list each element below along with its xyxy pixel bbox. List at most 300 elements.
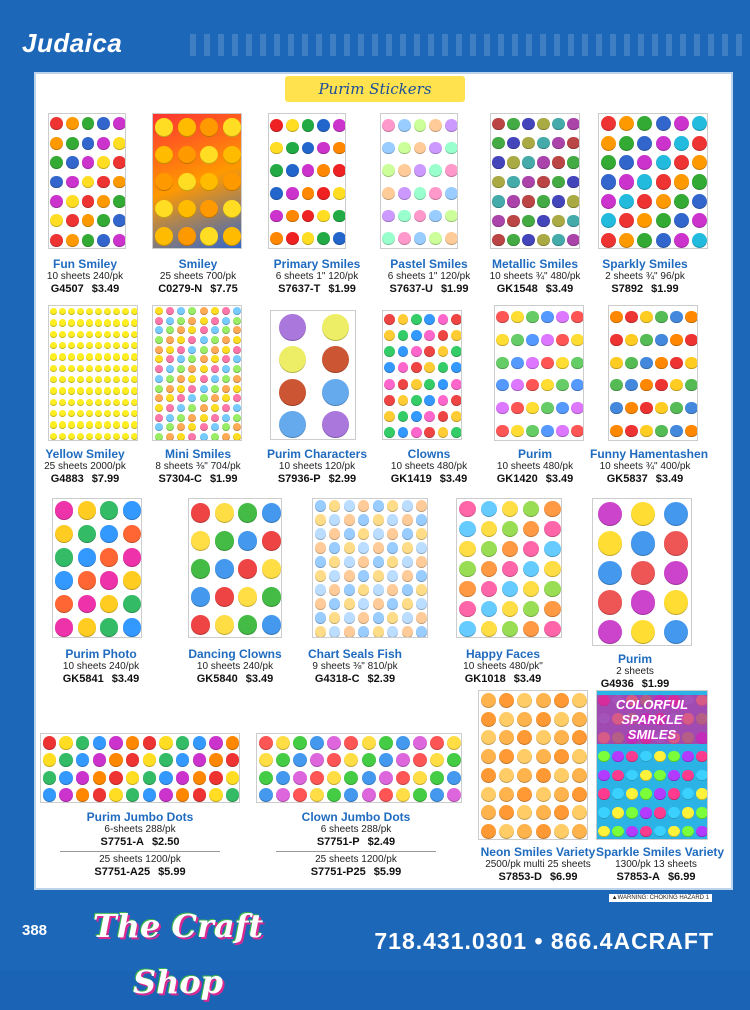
product-item[interactable]	[596, 843, 725, 884]
product-name: Yellow Smiley	[45, 447, 125, 461]
sticker-dot	[223, 227, 241, 245]
sticker-dot	[544, 581, 560, 597]
sticker-dot	[429, 232, 442, 245]
sticker-dot	[344, 500, 355, 511]
sticker-dot	[619, 233, 634, 248]
sticker-dot	[674, 213, 689, 228]
sticker-dot	[131, 387, 138, 394]
sticker-dot	[637, 174, 652, 189]
product-item[interactable]	[46, 645, 156, 686]
sticker-dot	[270, 142, 283, 155]
sticker-dot	[109, 771, 123, 785]
sticker-dot	[95, 342, 102, 349]
product-name: Dancing Clowns	[188, 647, 282, 661]
sticker-dot	[177, 326, 185, 334]
sticker-dot	[329, 542, 340, 553]
product-price: $1.99	[651, 283, 679, 295]
sticker-dot	[655, 379, 667, 391]
sticker-dot	[625, 425, 637, 437]
product-price: $7.99	[91, 473, 120, 485]
sticker-dot	[601, 174, 616, 189]
sticker-dot	[95, 308, 102, 315]
sticker-dot	[68, 399, 75, 406]
product-item[interactable]	[374, 445, 484, 486]
sticker-dot	[481, 712, 496, 727]
sticker-dot	[302, 142, 315, 155]
sticker-dot	[430, 788, 444, 802]
sticker-dot	[481, 541, 497, 557]
sticker-dot	[382, 232, 395, 245]
sticker-dot	[554, 787, 569, 802]
sticker-dot	[541, 379, 553, 391]
sticker-dot	[556, 311, 568, 323]
product-image	[380, 113, 458, 249]
product-item[interactable]	[580, 650, 690, 691]
sticker-dot	[77, 365, 84, 372]
sticker-dot	[481, 581, 497, 597]
sticker-dot	[50, 308, 57, 315]
sticker-dot	[598, 788, 609, 799]
sticker-dot	[215, 587, 234, 606]
sticker-dot	[222, 326, 230, 334]
sticker-dot	[178, 173, 196, 191]
sticker-dot	[402, 500, 413, 511]
sticker-dot	[86, 308, 93, 315]
sticker-dot	[451, 362, 462, 373]
sticker-dot	[211, 365, 219, 373]
sticker-dot	[373, 556, 384, 567]
sticker-dot	[86, 433, 93, 440]
sticker-dot	[104, 410, 111, 417]
sticker-dot	[279, 346, 306, 373]
product-price: $6.99	[667, 871, 696, 883]
product-item[interactable]	[480, 255, 590, 296]
sticker-dot	[619, 213, 634, 228]
product-item[interactable]	[30, 445, 140, 486]
sticker-dot	[68, 421, 75, 428]
sticker-dot	[625, 357, 637, 369]
sticker-dot	[572, 768, 587, 783]
product-name: Funny Hamentashen	[590, 447, 709, 461]
product-item[interactable]	[480, 445, 590, 486]
sticker-dot	[625, 311, 637, 323]
product-image	[494, 305, 584, 441]
sticker-dot	[59, 736, 73, 750]
sticker-dot	[155, 326, 163, 334]
sticker-dot	[223, 118, 241, 136]
sticker-dot	[200, 326, 208, 334]
sticker-dot	[459, 501, 475, 517]
product-description: 6 sheets 1" 120/pk	[387, 271, 471, 282]
sticker-dot	[554, 712, 569, 727]
sticker-dot	[66, 117, 79, 130]
sticker-dot	[523, 541, 539, 557]
sticker-dot	[43, 771, 57, 785]
sticker-dot	[131, 308, 138, 315]
product-description: 1300/pk 13 sheets	[615, 859, 697, 870]
sticker-dot	[414, 142, 427, 155]
sticker-dot	[492, 118, 504, 130]
sticker-dot	[664, 561, 688, 585]
sticker-dot	[59, 319, 66, 326]
sticker-dot	[159, 771, 173, 785]
sticker-dot	[211, 394, 219, 402]
sticker-dot	[286, 119, 299, 132]
sticker-dot	[507, 176, 519, 188]
sticker-dot	[544, 601, 560, 617]
sticker-dot	[640, 751, 651, 762]
product-item[interactable]	[143, 255, 253, 296]
sticker-dot	[211, 336, 219, 344]
sticker-dot	[166, 394, 174, 402]
sticker-dot	[502, 541, 518, 557]
sticker-dot	[656, 116, 671, 131]
product-item[interactable]	[262, 255, 372, 296]
sticker-dot	[459, 581, 475, 597]
sticker-dot	[499, 730, 514, 745]
sticker-dot	[517, 787, 532, 802]
choking-warning: ▲WARNING: CHOKING HAZARD 1	[609, 894, 712, 902]
sticker-dot	[68, 410, 75, 417]
sticker-dot	[55, 525, 73, 543]
sticker-dot	[226, 753, 240, 767]
sticker-dot	[200, 173, 218, 191]
sticker-dot	[674, 155, 689, 170]
product-name: Smiley	[178, 257, 218, 271]
sticker-dot	[438, 362, 449, 373]
sticker-dot	[82, 156, 95, 169]
sticker-dot	[143, 736, 157, 750]
sticker-dot	[97, 195, 110, 208]
sticker-dot	[123, 525, 141, 543]
sticker-dot	[155, 355, 163, 363]
sticker-dot	[59, 788, 73, 802]
sticker-dot	[682, 788, 693, 799]
sticker-dot	[113, 399, 120, 406]
sticker-dot	[262, 615, 281, 634]
sticker-dot	[556, 425, 568, 437]
product-description: 6 sheets 1" 120/pk	[275, 271, 359, 282]
sticker-dot	[655, 402, 667, 414]
sticker-dot	[447, 753, 461, 767]
sticker-dot	[387, 626, 398, 637]
sticker-dot	[178, 200, 196, 218]
sticker-dot	[211, 423, 219, 431]
sticker-dot	[610, 402, 622, 414]
sticker-dot	[327, 771, 341, 785]
sticker-dot	[104, 433, 111, 440]
sticker-dot	[429, 164, 442, 177]
sticker-dot	[177, 423, 185, 431]
product-description: 10 sheets 480/pk"	[463, 661, 543, 672]
sticker-dot	[329, 598, 340, 609]
sticker-dot	[445, 142, 458, 155]
sticker-dot	[55, 571, 73, 589]
sticker-dot	[413, 771, 427, 785]
product-code-bulk: S7751-P25 $5.99	[310, 866, 402, 878]
sticker-dot	[50, 365, 57, 372]
sticker-dot	[109, 736, 123, 750]
product-description: 25 sheets 700/pk	[159, 271, 237, 282]
sticker-dot	[438, 379, 449, 390]
sticker-dot	[78, 571, 96, 589]
product-item[interactable]	[143, 445, 253, 486]
product-item[interactable]	[40, 808, 240, 879]
sticker-dot	[344, 771, 358, 785]
sticker-dot	[567, 195, 579, 207]
product-image	[152, 113, 242, 249]
sticker-dot	[499, 805, 514, 820]
sticker-dot	[68, 365, 75, 372]
sticker-dot	[222, 404, 230, 412]
product-price: $7.75	[210, 283, 238, 295]
sticker-dot	[166, 355, 174, 363]
sticker-dot	[215, 503, 234, 522]
sticker-dot	[511, 402, 523, 414]
sticker-dot	[233, 355, 241, 363]
product-price-bulk: $5.99	[158, 866, 186, 878]
product-description: 6 sheets 288/pk	[320, 824, 392, 835]
sticker-dot	[556, 379, 568, 391]
sticker-dot	[626, 807, 637, 818]
sticker-dot	[222, 317, 230, 325]
sticker-dot	[222, 375, 230, 383]
product-image	[608, 305, 698, 441]
sticker-dot	[459, 621, 475, 637]
product-item[interactable]	[448, 645, 558, 686]
sticker-dot	[398, 232, 411, 245]
sticker-dot	[122, 376, 129, 383]
sticker-dot	[610, 379, 622, 391]
sticker-dot	[414, 164, 427, 177]
sticker-dot	[640, 357, 652, 369]
sticker-dot	[626, 770, 637, 781]
sticker-dot	[384, 362, 395, 373]
sticker-dot	[668, 751, 679, 762]
sticker-dot	[598, 770, 609, 781]
sticker-dot	[315, 612, 326, 623]
sticker-dot	[398, 142, 411, 155]
sticker-dot	[104, 399, 111, 406]
sticker-dot	[526, 334, 538, 346]
sticker-dot	[188, 404, 196, 412]
product-price: $3.49	[245, 673, 274, 685]
sticker-dot	[59, 410, 66, 417]
sticker-dot	[131, 433, 138, 440]
sticker-dot	[692, 155, 707, 170]
sticker-dot	[222, 307, 230, 315]
sticker-dot	[537, 195, 549, 207]
sticker-dot	[668, 807, 679, 818]
sticker-dot	[50, 331, 57, 338]
sticker-dot	[166, 414, 174, 422]
sticker-dot	[188, 326, 196, 334]
sticker-dot	[226, 771, 240, 785]
sticker-dot	[507, 234, 519, 246]
sticker-dot	[166, 375, 174, 383]
sticker-dot	[123, 595, 141, 613]
sticker-dot	[685, 311, 697, 323]
product-code: S7853-A $6.99	[616, 871, 696, 883]
sticker-dot	[329, 626, 340, 637]
sticker-dot	[155, 365, 163, 373]
sticker-dot	[507, 195, 519, 207]
product-item[interactable]	[374, 255, 484, 296]
product-description: 10 sheets 480/pk	[496, 461, 574, 472]
sticker-dot	[43, 753, 57, 767]
sticker-dot	[398, 411, 409, 422]
sticker-dot	[113, 176, 126, 189]
sticker-dot	[685, 334, 697, 346]
product-item[interactable]	[590, 255, 700, 296]
product-image	[48, 113, 126, 249]
sticker-dot	[416, 584, 427, 595]
product-code: S7751-P $2.49	[316, 836, 396, 848]
sticker-dot	[398, 395, 409, 406]
sticker-dot	[270, 187, 283, 200]
sticker-dot	[344, 584, 355, 595]
sticker-dot	[233, 404, 241, 412]
sticker-dot	[104, 376, 111, 383]
sticker-dot	[384, 411, 395, 422]
sticker-dot	[211, 433, 219, 441]
sticker-dot	[424, 330, 435, 341]
sticker-dot	[572, 824, 587, 839]
sticker-dot	[310, 788, 324, 802]
sticker-dot	[191, 615, 210, 634]
sticker-dot	[481, 749, 496, 764]
sticker-dot	[78, 501, 96, 519]
sticker-dot	[50, 176, 63, 189]
sticker-dot	[387, 500, 398, 511]
sticker-dot	[188, 423, 196, 431]
sticker-dot	[226, 736, 240, 750]
sticker-dot	[126, 771, 140, 785]
sticker-dot	[481, 693, 496, 708]
sticker-dot	[398, 119, 411, 132]
sticker-dot	[131, 421, 138, 428]
sticker-dot	[387, 556, 398, 567]
sticker-dot	[211, 346, 219, 354]
sticker-dot	[387, 598, 398, 609]
sticker-dot	[50, 387, 57, 394]
product-item[interactable]	[300, 645, 410, 686]
product-image	[478, 690, 588, 840]
sticker-dot	[200, 394, 208, 402]
product-description: 25 sheets 2000/pk	[44, 461, 126, 472]
sticker-dot	[536, 768, 551, 783]
sticker-dot	[302, 187, 315, 200]
product-description-bulk: 25 sheets 1200/pk	[99, 854, 181, 865]
sticker-dot	[572, 787, 587, 802]
sticker-dot	[696, 788, 707, 799]
sticker-dot	[317, 232, 330, 245]
sticker-dot	[310, 753, 324, 767]
sticker-dot	[402, 584, 413, 595]
sticker-dot	[655, 334, 667, 346]
sticker-dot	[344, 542, 355, 553]
sticker-dot	[200, 307, 208, 315]
sticker-dot	[544, 541, 560, 557]
product-description: 10 sheets ¾" 480/pk	[489, 271, 581, 282]
sticker-dot	[333, 232, 346, 245]
sticker-dot	[526, 425, 538, 437]
sticker-dot	[674, 136, 689, 151]
sticker-dot	[104, 365, 111, 372]
sticker-dot	[447, 771, 461, 785]
sticker-dot	[496, 402, 508, 414]
sticker-dot	[382, 142, 395, 155]
sticker-dot	[223, 200, 241, 218]
sticker-dot	[193, 788, 207, 802]
product-image	[596, 690, 708, 840]
sticker-dot	[211, 355, 219, 363]
sticker-dot	[668, 770, 679, 781]
product-item[interactable]	[262, 445, 372, 486]
sticker-dot	[670, 357, 682, 369]
sticker-dot	[66, 156, 79, 169]
sticker-dot	[66, 234, 79, 247]
sticker-dot	[109, 788, 123, 802]
sticker-dot	[333, 142, 346, 155]
sticker-dot	[459, 541, 475, 557]
sticker-dot	[567, 215, 579, 227]
sticker-dot	[77, 421, 84, 428]
product-item[interactable]	[590, 445, 709, 486]
sticker-dot	[302, 232, 315, 245]
sticker-dot	[222, 365, 230, 373]
sticker-dot	[123, 548, 141, 566]
sticker-dot	[685, 357, 697, 369]
sticker-dot	[104, 331, 111, 338]
sticker-dot	[554, 768, 569, 783]
product-item[interactable]	[478, 843, 598, 884]
product-item[interactable]	[256, 808, 456, 879]
sticker-dot	[387, 612, 398, 623]
sticker-dot	[86, 353, 93, 360]
sticker-dot	[276, 736, 290, 750]
sticker-dot	[50, 137, 63, 150]
product-item[interactable]	[180, 645, 290, 686]
sticker-dot	[131, 410, 138, 417]
sticker-dot	[193, 736, 207, 750]
sticker-dot	[95, 353, 102, 360]
sticker-dot	[322, 314, 349, 341]
product-price: $1.99	[440, 283, 469, 295]
product-item[interactable]	[30, 255, 140, 296]
sticker-dot	[222, 336, 230, 344]
sticker-dot	[536, 712, 551, 727]
sticker-dot	[451, 411, 462, 422]
sticker-dot	[481, 501, 497, 517]
sticker-dot	[93, 788, 107, 802]
product-price: $3.49	[545, 473, 574, 485]
sticker-dot	[155, 385, 163, 393]
sticker-dot	[188, 336, 196, 344]
product-code: G4936 $1.99	[600, 678, 670, 690]
sticker-dot	[674, 174, 689, 189]
sticker-dot	[344, 514, 355, 525]
sticker-dot	[166, 326, 174, 334]
sticker-dot	[166, 365, 174, 373]
sticker-dot	[382, 164, 395, 177]
sticker-dot	[86, 319, 93, 326]
sticker-dot	[68, 353, 75, 360]
sticker-dot	[396, 753, 410, 767]
sticker-dot	[82, 176, 95, 189]
sticker-dot	[270, 119, 283, 132]
sticker-dot	[317, 164, 330, 177]
